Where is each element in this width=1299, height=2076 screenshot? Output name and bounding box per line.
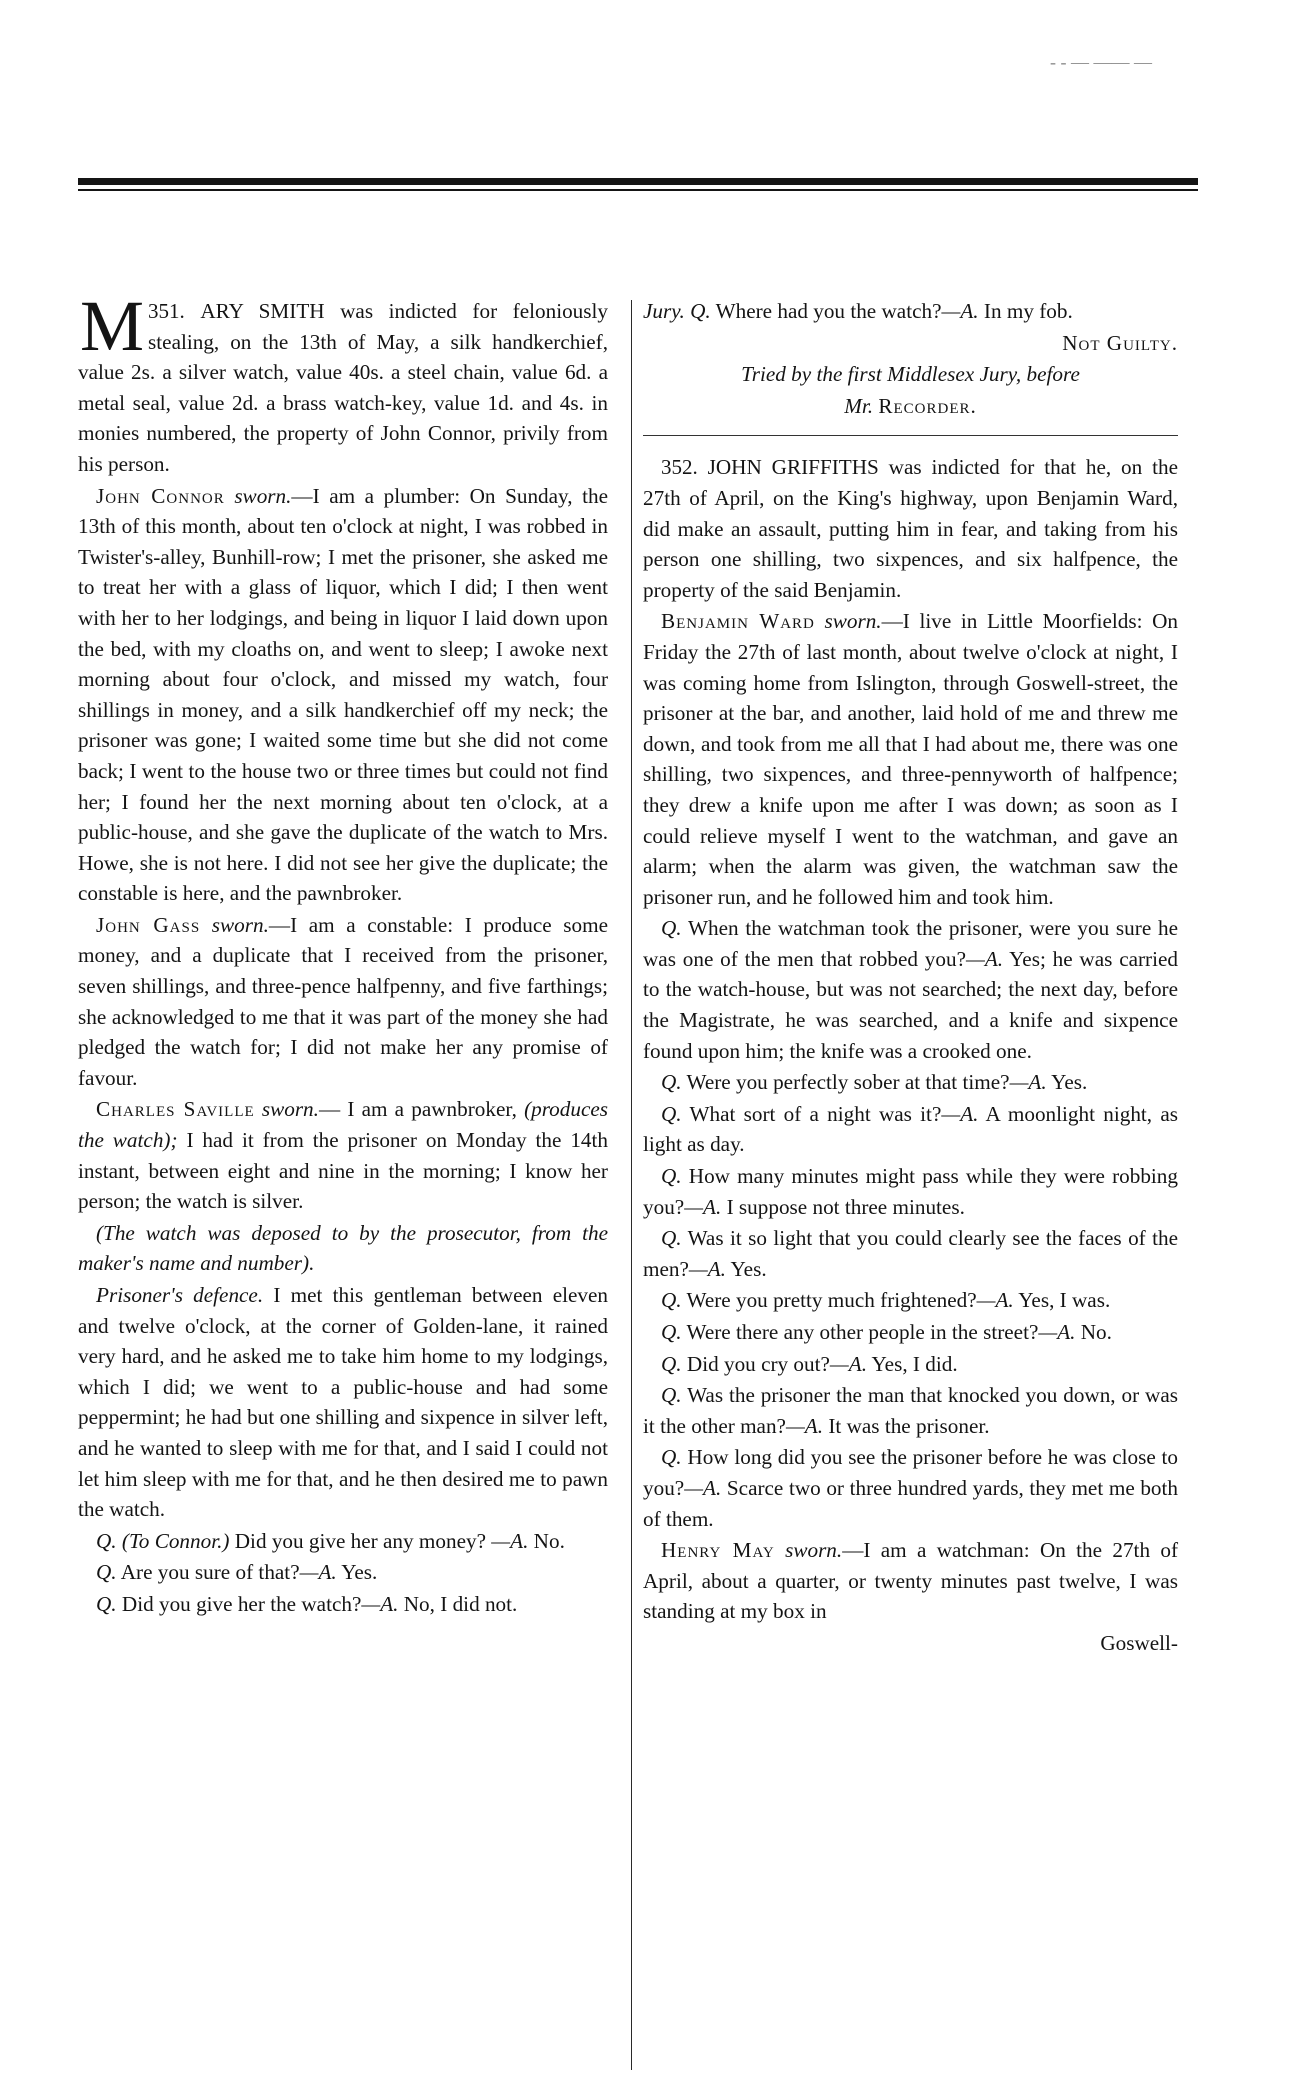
answer-label: —A.: [688, 1256, 726, 1281]
sworn-label: sworn.: [785, 1538, 843, 1563]
tried-line: [643, 391, 1178, 422]
question-label: Q.: [661, 1288, 682, 1313]
answer-label: —A.: [1009, 1070, 1047, 1095]
indictment-text: JOHN GRIFFITHS was indicted for that he, on the 27th of April, on the King's highway, upon Benjamin Ward, did make an assault, putting him in fear, and taking from his person one shilling, two sixpences, and six halfpence, the property of the said Benjamin.: [643, 455, 1179, 602]
witness-name: John Gass: [96, 912, 201, 937]
defence-text: I met this gentleman between eleven and twelve o'clock, at the corner of Golden-lane, it rained very hard, and he asked me to take him home to my lodgings, which I did; we went to a public-house and had some peppermint; he had but one shilling and sixpence in silver left, and he wanted to sleep with me for that, and I said I could not let him sleep with me for that, and he then desired me to pawn the watch.: [78, 1283, 609, 1522]
witness-name: Benjamin Ward: [661, 609, 815, 634]
question-label: Q.: [661, 1226, 682, 1251]
question-label: Q.: [661, 1164, 682, 1189]
qa-list: [643, 913, 1178, 1534]
tried-line: Tried by the first Middlesex Jury, before: [741, 362, 1080, 387]
case-352-indictment: [643, 452, 1178, 605]
answer-text: Yes, I did.: [871, 1351, 958, 1376]
qa-entry: [643, 1067, 1178, 1098]
testimony-text: —I am a watchman: On the 27th of April, about a quarter, or twenty minutes past twelve, I was standing at my box in: [643, 1538, 1179, 1624]
jury-word: Jury.: [643, 299, 685, 323]
answer-text: Yes.: [341, 1560, 378, 1585]
answer-label: —A.: [361, 1591, 399, 1616]
question-label: Q.: [661, 1070, 682, 1095]
answer-text: No.: [533, 1528, 565, 1553]
testimony-text: —I am a constable: I produce some money, and a duplicate that I received from the prisoner, seven shillings, and three-pence halfpenny, and five farthings; she acknowledged to me that it was part of the money she had pledged the watch for; I did not make her any promise of favour.: [78, 912, 608, 1090]
case-number: 352.: [661, 455, 698, 480]
question-label: Q.: [690, 299, 711, 323]
answer-label: —A.: [941, 1101, 979, 1126]
answer-label: —A.: [1038, 1320, 1076, 1344]
answer-text: Yes.: [730, 1256, 767, 1281]
question-label: Q.: [96, 1591, 117, 1616]
question-label: Q.: [661, 1320, 682, 1344]
answer-label: —A.: [829, 1351, 867, 1376]
catchword: Goswell-: [1100, 1630, 1178, 1655]
indictment-text: ARY SMITH was indicted for feloniously stealing, on the 13th of May, a silk handkerchief, value 2s. a silver watch, value 40s. a steel chain, value 6d. a metal seal, value 2d. a brass watch-key, value 1d. and 4s. in monies numbered, the property of John Connor, privily from his person.: [78, 299, 608, 476]
ward-testimony: [643, 606, 1178, 912]
gass-testimony: [78, 910, 608, 1094]
question-text: What sort of a night was it?: [689, 1101, 942, 1126]
testimony-text: —I live in Little Moorfields: On Friday the 27th of last month, about twelve o'clock at night, I was coming home from Islington, through Goswell-street, the prisoner at the bar, and another, laid hold of me and threw me down, and took from me all that I had about me, there was one shilling, two sixpences, and three-pennyworth of halfpence; they drew a knife upon me after I was down; as soon as I could relieve myself I went to the watchman, and gave an alarm; when the alarm was given, the watchman saw the prisoner run, and he followed him and took him.: [643, 609, 1179, 909]
question-text: Where had you the watch?: [715, 299, 942, 323]
qa-entry: [643, 296, 1178, 327]
question-text: Were you perfectly sober at that time?: [686, 1070, 1010, 1095]
question-text: Was it so light that you could clearly see the faces of the men?: [643, 1226, 1178, 1281]
answer-text: No, I did not.: [403, 1591, 518, 1616]
answer-label: —A.: [491, 1528, 529, 1553]
qa-entry: [643, 1161, 1178, 1222]
qa-entry: [643, 1317, 1178, 1348]
mr-label: Mr.: [844, 393, 874, 418]
question-label: Q.: [96, 1528, 117, 1553]
question-label: Q.: [661, 1351, 682, 1376]
witness-name: John Connor: [96, 483, 225, 508]
answer-label: —A.: [976, 1288, 1014, 1313]
case-separator: [643, 435, 1178, 436]
column-divider: [631, 300, 632, 2070]
question-text: Did you give her the watch?: [121, 1591, 362, 1616]
top-rule-thin: [78, 189, 1198, 191]
question-text: Did you give her any money?: [234, 1528, 486, 1553]
testimony-text: —I am a plumber: On Sunday, the 13th of this month, about ten o'clock at night, I was robbed in Twister's-alley, Bunhill-row; I met the prisoner, she asked me to treat her with a glass of liquor, which I did; I then went with her to her lodgings, and being in liquor I laid down upon the bed, with my cloaths on, and went to sleep; I awoke next morning about four o'clock, and missed my watch, four shillings in money, and a silk handkerchief off my neck; the prisoner was gone; I waited some time but she did not come back; I went to the house two or three times but could not find her; I found her the next morning about ten o'clock, at a public-house, and she gave the duplicate of the watch to Mrs. Howe, she is not here. I did not see her give the duplicate; the constable is here, and the pawnbroker.: [78, 483, 608, 906]
answer-text: Scarce two or three hundred yards, they met me both of them.: [643, 1475, 1178, 1531]
right-column: [643, 296, 1178, 1660]
qa-entry: [643, 1380, 1178, 1441]
case-351-indictment: [78, 286, 608, 480]
qa-entry: [78, 1526, 608, 1557]
question-label: Q.: [661, 1445, 682, 1470]
qa-entry: [643, 1442, 1178, 1534]
left-column: [78, 286, 609, 1621]
witness-name: Charles Saville: [96, 1097, 255, 1122]
answer-text: In my fob.: [983, 299, 1073, 323]
top-rule-thick: [78, 178, 1198, 185]
drop-cap: M: [80, 286, 145, 366]
connor-testimony: [78, 481, 608, 909]
testimony-text: I had it from the prisoner on Monday the 14th instant, between eight and nine in the morning; I know her person; the watch is silver.: [78, 1128, 609, 1214]
case-number: 351.: [148, 299, 185, 323]
answer-label: —A.: [684, 1194, 722, 1219]
qa-entry: [78, 1557, 608, 1588]
question-text: Did you cry out?: [686, 1351, 830, 1376]
answer-label: —A.: [684, 1475, 722, 1500]
sworn-label: sworn.: [261, 1097, 319, 1122]
question-label: Q.: [661, 916, 682, 941]
testimony-text: — I am a pawnbroker,: [318, 1097, 517, 1122]
aside: (To Connor.): [121, 1528, 230, 1553]
question-text: Was the prisoner the man that knocked you down, or was it the other man?: [643, 1383, 1178, 1438]
qa-entry: [643, 1223, 1178, 1284]
question-label: Q.: [661, 1101, 682, 1126]
answer-label: —A.: [299, 1560, 337, 1585]
answer-label: —A.: [785, 1413, 824, 1438]
question-text: How long did you see the prisoner before he was close to you?: [643, 1445, 1179, 1500]
question-text: When the watchman took the prisoner, were you sure he was one of the men that robbed you?: [643, 916, 1178, 971]
question-text: Were you pretty much frightened?: [686, 1288, 977, 1313]
answer-label: —A.: [966, 946, 1004, 971]
recorder-label: Recorder.: [878, 393, 977, 418]
sworn-label: sworn.: [234, 483, 292, 508]
qa-entry: [643, 1285, 1178, 1316]
answer-text: I suppose not three minutes.: [726, 1194, 965, 1219]
answer-text: No.: [1080, 1320, 1112, 1344]
sworn-label: sworn.: [824, 609, 882, 634]
stage-direction: (produces the watch);: [78, 1097, 609, 1153]
qa-entry: [643, 913, 1178, 1066]
answer-text: Yes; he was carried to the watch-house, but was not searched; the next day, before the Magistrate, he was searched, and a knife and sixpence found upon him; the knife was a crooked one.: [643, 946, 1178, 1063]
prisoner-defence: [78, 1280, 608, 1525]
witness-name: Henry May: [661, 1538, 775, 1563]
qa-entry: [643, 1099, 1178, 1160]
header-marks: - - — —— —: [1050, 52, 1152, 72]
sworn-label: sworn.: [211, 912, 269, 937]
question-label: Q.: [661, 1383, 682, 1408]
question-text: Are you sure of that?: [120, 1560, 300, 1585]
qa-entry: [78, 1589, 608, 1620]
verdict: Not Guilty.: [1062, 330, 1178, 355]
saville-testimony: [78, 1094, 608, 1216]
question-text: How many minutes might pass while they were robbing you?: [643, 1164, 1178, 1219]
question-label: Q.: [96, 1560, 117, 1585]
answer-text: It was the prisoner.: [828, 1413, 990, 1438]
may-testimony: [643, 1535, 1178, 1627]
answer-label: —A.: [941, 299, 979, 323]
defence-label: Prisoner's defence.: [96, 1283, 264, 1307]
deposition-note: (The watch was deposed to by the prosecutor, from the maker's name and number).: [78, 1220, 608, 1276]
qa-entry: [643, 1349, 1178, 1380]
answer-text: A moonlight night, as light as day.: [643, 1101, 1178, 1157]
answer-text: Yes, I was.: [1018, 1288, 1111, 1313]
question-text: Were there any other people in the street?: [686, 1320, 1039, 1344]
answer-text: Yes.: [1051, 1070, 1088, 1095]
